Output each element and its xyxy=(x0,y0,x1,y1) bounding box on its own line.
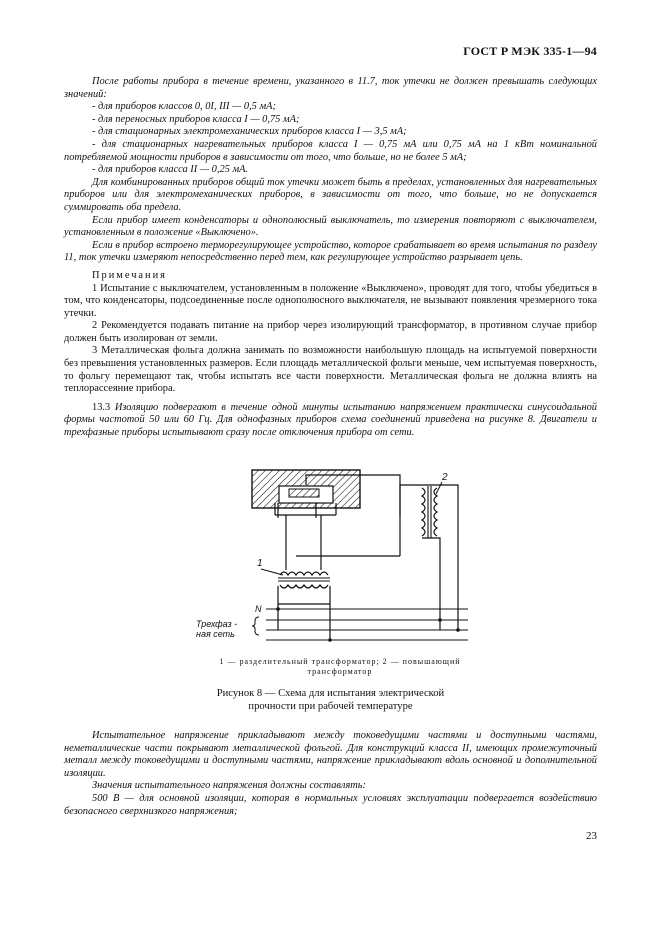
combined-appliances-paragraph: Для комбинированных приборов общий ток утечки может быть в пределах, установленных для нагревательных приборов или для электромеханических приборов, в зависимости от того, что больше, но не допускается суммировать оба предела. xyxy=(64,176,597,213)
basic-insulation-paragraph: 500 В — для основной изоляции, которая в нормальных условиях эксплуатации подвергается воздействию безопасного сверхнизкого напряжения; xyxy=(64,792,597,817)
page-number: 23 xyxy=(586,830,597,842)
figure-title-line: прочности при рабочей температуре xyxy=(248,701,413,712)
figure-legend-line: 1 — разделительный трансформатор; 2 — повышающий xyxy=(219,657,461,666)
figure-legend-line: трансформатор xyxy=(307,667,373,676)
values-paragraph: Значения испытательного напряжения должны составлять: xyxy=(92,780,366,792)
leakage-current-block xyxy=(64,76,597,440)
test-voltage-block xyxy=(64,730,597,818)
junction-dots xyxy=(276,607,460,642)
label-n: N xyxy=(255,604,262,614)
note-item: 3 Металлическая фольга должна занимать по возможности наибольшую площадь на испытуемой поверхности без превышения установленных размеров. Если площадь металлической фольги меньше, чем испытуемая поверхность, то фольгу перемещают так, чтобы испытать все части поверхности. Металлическая фольга не должна влиять на теплорассеяние прибора. xyxy=(64,345,597,395)
document-header: ГОСТ Р МЭК 335-1—94 xyxy=(463,44,597,58)
leakage-intro: После работы прибора в течение времени, указанного в 11.7, ток утечки не должен превышать следующих значений: xyxy=(64,76,597,100)
list-item: - для переносных приборов класса I — 0,75 мА; xyxy=(92,113,300,125)
voltage-paragraph: Испытательное напряжение прикладывают между токоведущими частями и доступными частями, неметаллические части покрывают металлической фольгой. Для конструкций класса II, имеющих промежуточный металл между токоведущими и доступными частями, напряжение прикладывают вдоль основной и дополнительной изоляции. xyxy=(64,730,597,779)
note-item: 2 Рекомендуется подавать питание на прибор через изолирующий трансформатор, в противном случае прибор должен быть изолирован от земли. xyxy=(64,320,597,344)
section-number: 13.3 xyxy=(92,401,111,413)
transformer-1 xyxy=(261,569,330,588)
label-1: 1 xyxy=(257,558,263,569)
list-item: - для приборов класса II — 0,25 мА. xyxy=(92,164,249,176)
note-item: 1 Испытание с выключателем, установленным в положение «Выключено», проводят для того, чтобы убедиться в том, что конденсаторы, подсоединенные после однополюсного выключателя, не вызывают появления чрезмерного тока утечки. xyxy=(64,282,597,319)
list-item: - для стационарных электромеханических приборов класса I — 3,5 мА; xyxy=(92,126,407,138)
transformer-2 xyxy=(422,482,442,538)
figure-legend xyxy=(200,657,480,677)
supply-lines xyxy=(252,609,468,640)
figure-title xyxy=(160,687,501,713)
section-13-3 xyxy=(64,402,597,440)
list-item: - для приборов классов 0, 0I, III — 0,5 мА; xyxy=(92,101,276,113)
test-circuit-diagram xyxy=(0,458,661,718)
thermostat-paragraph: Если в прибор встроено терморегулирующее устройство, которое срабатывает во время испытания по разделу 11, ток утечки измеряют непосредственно перед тем, как регулирующее устройство разрывает цепь. xyxy=(64,239,597,264)
section-text: Изоляцию подвергают в течение одной минуты испытанию напряжением практически синусоидальной формы частотой 50 или 60 Гц. Для однофазных приборов схема соединений приведена на рисунке 8. Двигатели и трехфазные приборы испытывают сразу после отключения прибора от сети. xyxy=(64,401,597,439)
notes-title: Примечания xyxy=(92,269,167,281)
label-2: 2 xyxy=(442,472,448,483)
label-network-line1: Трехфаз - xyxy=(196,619,238,629)
label-network-line2: ная сеть xyxy=(196,629,235,639)
capacitors-paragraph: Если прибор имеет конденсаторы и однополюсный выключатель, то измерения повторяют с выключателем, установленным в положение «Выключено». xyxy=(64,214,597,239)
list-item: - для стационарных нагревательных приборов класса I — 0,75 мА или 0,75 мА на 1 кВт номинальной потребляемой мощности приборов в зависимости от того, что больше, но не более 5 мА; xyxy=(64,138,597,163)
figure-title-line: Рисунок 8 — Схема для испытания электрической xyxy=(216,688,445,699)
